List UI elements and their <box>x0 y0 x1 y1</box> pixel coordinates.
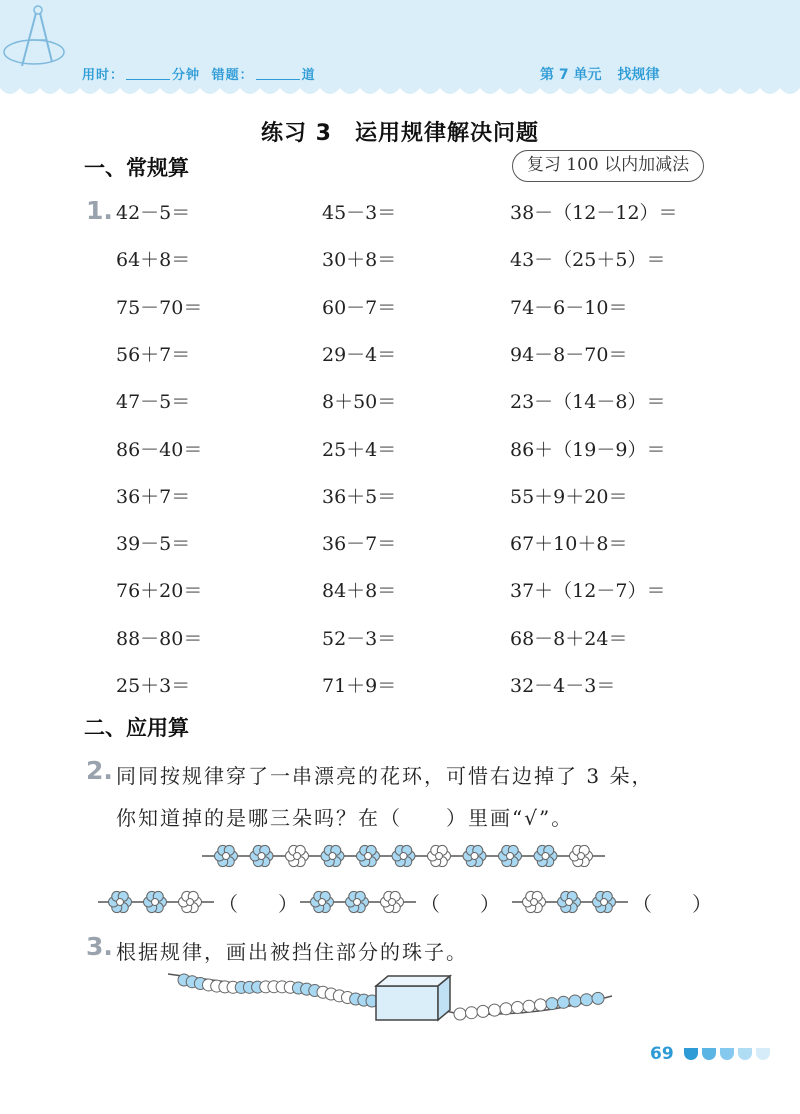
white-flower <box>286 845 309 866</box>
answer-box-2[interactable]: （ ） <box>420 892 500 916</box>
equation: 76＋20＝ <box>116 580 203 603</box>
section-title-1: 一、常规算 <box>84 156 189 180</box>
equation: 25＋4＝ <box>322 438 397 461</box>
equation: 30＋8＝ <box>322 249 397 272</box>
bead <box>581 994 593 1006</box>
option-garland-3 <box>510 884 630 920</box>
page-header <box>0 0 800 100</box>
equation: 8＋50＝ <box>322 391 397 414</box>
equation: 39－5＝ <box>116 533 191 556</box>
bead <box>558 996 570 1008</box>
equation: 23－（14－8）＝ <box>510 391 666 414</box>
page-number: 69 <box>650 1044 674 1064</box>
hiding-box <box>376 976 450 1020</box>
blue-flower <box>463 845 486 866</box>
review-tag: 复习 100 以内加减法 <box>512 150 704 182</box>
equation: 55＋9＋20＝ <box>510 485 628 508</box>
option-garland-1 <box>96 884 216 920</box>
blue-flower <box>534 845 557 866</box>
equation: 32－4－3＝ <box>510 675 616 697</box>
blue-flower <box>392 845 415 866</box>
answer-box-1[interactable]: （ ） <box>218 892 298 916</box>
equation: 29－4＝ <box>322 343 397 366</box>
time-unit: 分钟 <box>172 68 201 83</box>
equation: 86＋（19－9）＝ <box>510 438 666 461</box>
error-label: 错题： <box>211 68 254 83</box>
blue-flower <box>109 891 132 912</box>
bead <box>489 1004 501 1016</box>
page-decoration <box>684 1048 770 1060</box>
equation: 67＋10＋8＝ <box>510 533 628 556</box>
decor-dot <box>684 1048 698 1060</box>
bead <box>477 1005 489 1017</box>
unit-info <box>540 64 676 84</box>
equation: 36－7＝ <box>322 533 397 556</box>
equation: 88－80＝ <box>116 627 203 650</box>
blue-flower <box>346 891 369 912</box>
decor-dot <box>702 1048 716 1060</box>
equation: 36＋5＝ <box>322 485 397 508</box>
question-number-3: 3. <box>86 932 113 961</box>
bead <box>592 992 604 1004</box>
bead <box>466 1007 478 1019</box>
white-flower <box>523 891 546 912</box>
question-number-1: 1. <box>86 196 113 225</box>
time-blank[interactable] <box>126 68 170 80</box>
equation: 56＋7＝ <box>116 343 191 366</box>
equation: 47－5＝ <box>116 391 191 414</box>
bead <box>535 999 547 1011</box>
answer-box-3[interactable]: （ ） <box>632 892 712 916</box>
blue-flower <box>250 845 273 866</box>
blue-flower <box>593 891 616 912</box>
equation: 71＋9＝ <box>322 675 397 697</box>
white-flower <box>179 891 202 912</box>
page-title: 练习 3 运用规律解决问题 <box>261 121 539 146</box>
error-blank[interactable] <box>256 68 300 80</box>
equation: 42－5＝ <box>116 202 191 224</box>
q2-text-line1: 同同按规律穿了一串漂亮的花环，可惜右边掉了 3 朵， <box>116 764 654 788</box>
equation: 43－（25＋5）＝ <box>510 249 666 272</box>
bead <box>523 1000 535 1012</box>
white-flower <box>570 845 593 866</box>
decor-dot <box>756 1048 770 1060</box>
equation: 52－3＝ <box>322 627 397 650</box>
unit-number: 第 7 单元 <box>540 67 602 83</box>
equation: 75－70＝ <box>116 296 203 319</box>
q2-text-line2: 你知道掉的是哪三朵吗？在（ ）里画“√”。 <box>116 806 574 830</box>
header-band <box>0 0 800 100</box>
bead-string <box>160 966 620 1026</box>
blue-flower <box>357 845 380 866</box>
unit-title: 找规律 <box>617 67 660 83</box>
bead <box>512 1002 524 1014</box>
equation: 94－8－70＝ <box>510 343 628 366</box>
time-label: 用时： <box>82 68 125 83</box>
bead <box>569 995 581 1007</box>
equation: 74－6－10＝ <box>510 296 628 319</box>
blue-flower <box>499 845 522 866</box>
compass-icon <box>0 0 70 72</box>
equation: 25＋3＝ <box>116 675 191 697</box>
flower-garland <box>200 838 610 874</box>
equation: 64＋8＝ <box>116 249 191 272</box>
equation: 86－40＝ <box>116 438 203 461</box>
timer-fields <box>82 64 316 83</box>
bead <box>546 998 558 1010</box>
equation: 36＋7＝ <box>116 485 191 508</box>
equation: 84＋8＝ <box>322 580 397 603</box>
equation: 37＋（12－7）＝ <box>510 580 666 603</box>
bead <box>500 1003 512 1015</box>
blue-flower <box>144 891 167 912</box>
equation: 38－（12－12）＝ <box>510 202 678 224</box>
white-flower <box>428 845 451 866</box>
bead <box>454 1008 466 1020</box>
question-number-2: 2. <box>86 756 113 785</box>
equation: 68－8＋24＝ <box>510 627 628 650</box>
blue-flower <box>321 845 344 866</box>
decor-dot <box>720 1048 734 1060</box>
blue-flower <box>558 891 581 912</box>
blue-flower <box>215 845 238 866</box>
section-title-2: 二、应用算 <box>84 716 189 740</box>
blue-flower <box>311 891 334 912</box>
equation: 45－3＝ <box>322 202 397 224</box>
error-unit: 道 <box>301 68 316 83</box>
q3-text: 根据规律，画出被挡住部分的珠子。 <box>116 940 468 964</box>
option-garland-2 <box>298 884 418 920</box>
equation: 60－7＝ <box>322 296 397 319</box>
decor-dot <box>738 1048 752 1060</box>
white-flower <box>381 891 404 912</box>
